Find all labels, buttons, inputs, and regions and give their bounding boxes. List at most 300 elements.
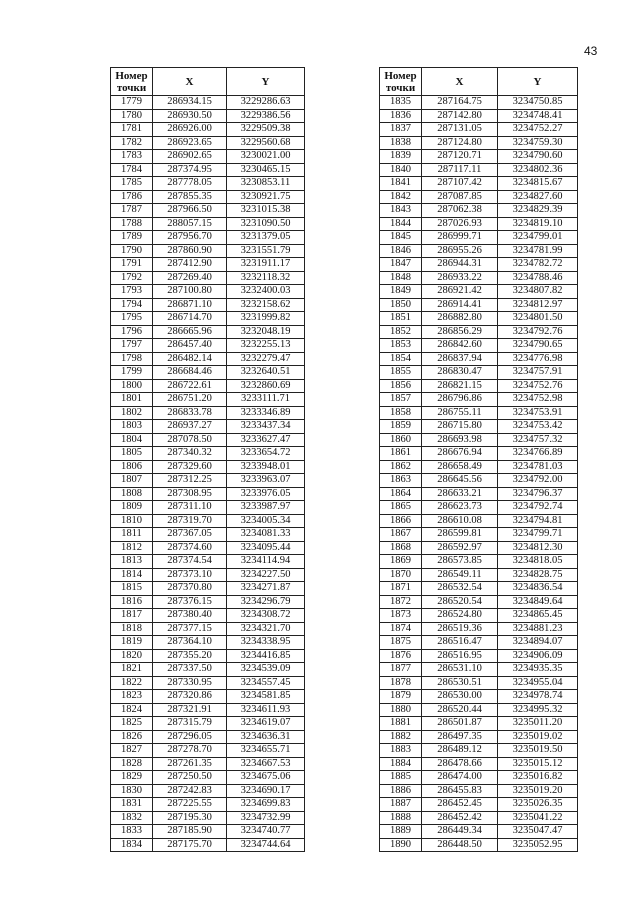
table-row [380,676,578,690]
y-coordinate-cell: 3235041.22 [498,811,578,825]
point-number-cell: 1859 [380,420,422,434]
table-row [111,487,305,501]
y-coordinate-cell: 3234699.83 [227,798,305,812]
x-coordinate-cell: 287117.11 [422,163,498,177]
x-coordinate-cell: 286871.10 [153,298,227,312]
point-number-cell: 1812 [111,541,153,555]
point-number-cell: 1831 [111,798,153,812]
y-coordinate-cell: 3234865.45 [498,609,578,623]
y-coordinate-cell: 3234416.85 [227,649,305,663]
x-coordinate-cell: 287269.40 [153,271,227,285]
x-coordinate-cell: 287062.38 [422,204,498,218]
point-number-cell: 1837 [380,123,422,137]
x-coordinate-cell: 287355.20 [153,649,227,663]
table-row [380,717,578,731]
x-coordinate-cell: 287124.80 [422,136,498,150]
y-coordinate-cell: 3233111.71 [227,393,305,407]
y-coordinate-cell: 3234581.85 [227,690,305,704]
table-row [380,582,578,596]
table-row [111,744,305,758]
point-number-cell: 1792 [111,271,153,285]
x-coordinate-cell: 287311.10 [153,501,227,515]
y-coordinate-cell: 3234752.76 [498,379,578,393]
x-coordinate-cell: 286837.94 [422,352,498,366]
point-number-cell: 1882 [380,730,422,744]
y-coordinate-cell: 3234308.72 [227,609,305,623]
table-row [380,555,578,569]
y-coordinate-cell: 3234005.34 [227,514,305,528]
y-coordinate-cell: 3234271.87 [227,582,305,596]
header-y: Y [498,68,578,96]
point-number-cell: 1790 [111,244,153,258]
point-number-cell: 1806 [111,460,153,474]
point-number-cell: 1813 [111,555,153,569]
x-coordinate-cell: 286796.86 [422,393,498,407]
table-row [111,447,305,461]
y-coordinate-cell: 3234776.98 [498,352,578,366]
point-number-cell: 1844 [380,217,422,231]
table-row [111,514,305,528]
table-header-row [111,68,305,96]
table-row [111,595,305,609]
x-coordinate-cell: 287242.83 [153,784,227,798]
point-number-cell: 1803 [111,420,153,434]
table-row [111,717,305,731]
y-coordinate-cell: 3234757.91 [498,366,578,380]
table-header-row [380,68,578,96]
table-row [380,730,578,744]
point-number-cell: 1801 [111,393,153,407]
x-coordinate-cell: 287164.75 [422,96,498,110]
x-coordinate-cell: 286930.50 [153,109,227,123]
point-number-cell: 1888 [380,811,422,825]
table-row [111,339,305,353]
y-coordinate-cell: 3235052.95 [498,838,578,852]
y-coordinate-cell: 3234757.32 [498,433,578,447]
point-number-cell: 1875 [380,636,422,650]
y-coordinate-cell: 3234802.36 [498,163,578,177]
y-coordinate-cell: 3234812.97 [498,298,578,312]
y-coordinate-cell: 3234753.91 [498,406,578,420]
table-row [111,433,305,447]
x-coordinate-cell: 286516.47 [422,636,498,650]
table-row [380,258,578,272]
table-row [111,757,305,771]
y-coordinate-cell: 3229386.56 [227,109,305,123]
y-coordinate-cell: 3234740.77 [227,825,305,839]
point-number-cell: 1847 [380,258,422,272]
table-row [380,312,578,326]
point-number-cell: 1834 [111,838,153,852]
y-coordinate-cell: 3234338.95 [227,636,305,650]
y-coordinate-cell: 3234752.27 [498,123,578,137]
x-coordinate-cell: 287374.54 [153,555,227,569]
x-coordinate-cell: 287373.10 [153,568,227,582]
point-number-cell: 1782 [111,136,153,150]
table-row [111,501,305,515]
y-coordinate-cell: 3233627.47 [227,433,305,447]
table-row [380,393,578,407]
table-row [380,663,578,677]
y-coordinate-cell: 3234750.85 [498,96,578,110]
y-coordinate-cell: 3233346.89 [227,406,305,420]
x-coordinate-cell: 287319.70 [153,514,227,528]
x-coordinate-cell: 286573.85 [422,555,498,569]
table-row [111,163,305,177]
y-coordinate-cell: 3233948.01 [227,460,305,474]
point-number-cell: 1881 [380,717,422,731]
y-coordinate-cell: 3234539.09 [227,663,305,677]
table-row [380,217,578,231]
x-coordinate-cell: 287225.55 [153,798,227,812]
point-number-cell: 1871 [380,582,422,596]
x-coordinate-cell: 286923.65 [153,136,227,150]
y-coordinate-cell: 3234836.54 [498,582,578,596]
table-row [111,730,305,744]
x-coordinate-cell: 286921.42 [422,285,498,299]
x-coordinate-cell: 286684.46 [153,366,227,380]
point-number-cell: 1814 [111,568,153,582]
y-coordinate-cell: 3234227.50 [227,568,305,582]
point-number-cell: 1826 [111,730,153,744]
y-coordinate-cell: 3232158.62 [227,298,305,312]
table-row [111,406,305,420]
y-coordinate-cell: 3234675.06 [227,771,305,785]
y-coordinate-cell: 3234799.01 [498,231,578,245]
x-coordinate-cell: 288057.15 [153,217,227,231]
table-row [111,379,305,393]
point-number-cell: 1822 [111,676,153,690]
table-row [111,352,305,366]
point-number-cell: 1887 [380,798,422,812]
y-coordinate-cell: 3235019.20 [498,784,578,798]
y-coordinate-cell: 3234978.74 [498,690,578,704]
x-coordinate-cell: 286676.94 [422,447,498,461]
x-coordinate-cell: 287374.95 [153,163,227,177]
table-row [111,690,305,704]
point-number-cell: 1851 [380,312,422,326]
y-coordinate-cell: 3234781.03 [498,460,578,474]
x-coordinate-cell: 286856.29 [422,325,498,339]
point-number-cell: 1828 [111,757,153,771]
y-coordinate-cell: 3234744.64 [227,838,305,852]
x-coordinate-cell: 286449.34 [422,825,498,839]
y-coordinate-cell: 3232400.03 [227,285,305,299]
y-coordinate-cell: 3234781.99 [498,244,578,258]
point-number-cell: 1862 [380,460,422,474]
table-row [111,231,305,245]
point-number-cell: 1809 [111,501,153,515]
header-y: Y [227,68,305,96]
y-coordinate-cell: 3234792.00 [498,474,578,488]
table-row [111,109,305,123]
table-row [380,690,578,704]
y-coordinate-cell: 3231379.05 [227,231,305,245]
table-row [111,285,305,299]
table-row [111,582,305,596]
point-number-cell: 1820 [111,649,153,663]
table-row [111,420,305,434]
x-coordinate-cell: 287337.50 [153,663,227,677]
point-number-cell: 1787 [111,204,153,218]
table-row [111,555,305,569]
table-row [380,474,578,488]
table-row [380,285,578,299]
x-coordinate-cell: 286751.20 [153,393,227,407]
y-coordinate-cell: 3230465.15 [227,163,305,177]
table-row [380,204,578,218]
y-coordinate-cell: 3234095.44 [227,541,305,555]
y-coordinate-cell: 3234801.50 [498,312,578,326]
point-number-cell: 1788 [111,217,153,231]
y-coordinate-cell: 3234655.71 [227,744,305,758]
table-row [111,798,305,812]
y-coordinate-cell: 3234829.39 [498,204,578,218]
table-row [111,298,305,312]
table-row [380,298,578,312]
y-coordinate-cell: 3232279.47 [227,352,305,366]
x-coordinate-cell: 287195.30 [153,811,227,825]
point-number-cell: 1869 [380,555,422,569]
table-row [380,838,578,852]
x-coordinate-cell: 287412.90 [153,258,227,272]
x-coordinate-cell: 286599.81 [422,528,498,542]
point-number-cell: 1852 [380,325,422,339]
table-row [380,622,578,636]
x-coordinate-cell: 286474.00 [422,771,498,785]
point-number-cell: 1796 [111,325,153,339]
point-number-cell: 1890 [380,838,422,852]
table-row [111,636,305,650]
x-coordinate-cell: 286452.42 [422,811,498,825]
x-coordinate-cell: 287364.10 [153,636,227,650]
point-number-cell: 1816 [111,595,153,609]
table-row [380,447,578,461]
table-row [380,568,578,582]
point-number-cell: 1798 [111,352,153,366]
y-coordinate-cell: 3234752.98 [498,393,578,407]
x-coordinate-cell: 287278.70 [153,744,227,758]
point-number-cell: 1832 [111,811,153,825]
y-coordinate-cell: 3230021.00 [227,150,305,164]
table-row [380,366,578,380]
x-coordinate-cell: 286934.15 [153,96,227,110]
table-row [380,150,578,164]
point-number-cell: 1877 [380,663,422,677]
y-coordinate-cell: 3234807.82 [498,285,578,299]
y-coordinate-cell: 3234796.37 [498,487,578,501]
table-row [380,771,578,785]
point-number-cell: 1883 [380,744,422,758]
y-coordinate-cell: 3234732.99 [227,811,305,825]
table-row [380,352,578,366]
point-number-cell: 1823 [111,690,153,704]
table-row [380,163,578,177]
y-coordinate-cell: 3234906.09 [498,649,578,663]
y-coordinate-cell: 3234766.89 [498,447,578,461]
point-number-cell: 1800 [111,379,153,393]
x-coordinate-cell: 286882.80 [422,312,498,326]
point-number-cell: 1830 [111,784,153,798]
point-number-cell: 1866 [380,514,422,528]
point-number-cell: 1850 [380,298,422,312]
point-number-cell: 1868 [380,541,422,555]
point-number-cell: 1845 [380,231,422,245]
point-number-cell: 1819 [111,636,153,650]
x-coordinate-cell: 287131.05 [422,123,498,137]
x-coordinate-cell: 287296.05 [153,730,227,744]
x-coordinate-cell: 286715.80 [422,420,498,434]
x-coordinate-cell: 286658.49 [422,460,498,474]
y-coordinate-cell: 3234114.94 [227,555,305,569]
table-row [111,703,305,717]
point-number-cell: 1886 [380,784,422,798]
table-row [380,406,578,420]
point-number-cell: 1853 [380,339,422,353]
table-row [111,258,305,272]
y-coordinate-cell: 3234081.33 [227,528,305,542]
y-coordinate-cell: 3235026.35 [498,798,578,812]
point-number-cell: 1827 [111,744,153,758]
x-coordinate-cell: 286530.51 [422,676,498,690]
x-coordinate-cell: 287321.91 [153,703,227,717]
point-number-cell: 1840 [380,163,422,177]
point-number-cell: 1884 [380,757,422,771]
point-number-cell: 1876 [380,649,422,663]
point-number-cell: 1835 [380,96,422,110]
coordinates-table-right [379,67,578,852]
y-coordinate-cell: 3231911.17 [227,258,305,272]
x-coordinate-cell: 286520.54 [422,595,498,609]
x-coordinate-cell: 286623.73 [422,501,498,515]
y-coordinate-cell: 3234636.31 [227,730,305,744]
table-row [380,744,578,758]
point-number-cell: 1843 [380,204,422,218]
x-coordinate-cell: 287315.79 [153,717,227,731]
table-row [111,649,305,663]
x-coordinate-cell: 287370.80 [153,582,227,596]
y-coordinate-cell: 3233976.05 [227,487,305,501]
x-coordinate-cell: 287175.70 [153,838,227,852]
x-coordinate-cell: 286830.47 [422,366,498,380]
x-coordinate-cell: 286902.65 [153,150,227,164]
header-x: X [422,68,498,96]
table-row [380,609,578,623]
x-coordinate-cell: 286842.60 [422,339,498,353]
table-row [380,123,578,137]
point-number-cell: 1808 [111,487,153,501]
x-coordinate-cell: 287261.35 [153,757,227,771]
point-number-cell: 1791 [111,258,153,272]
y-coordinate-cell: 3234819.10 [498,217,578,231]
table-row [111,217,305,231]
x-coordinate-cell: 287377.15 [153,622,227,636]
y-coordinate-cell: 3234828.75 [498,568,578,582]
point-number-cell: 1863 [380,474,422,488]
x-coordinate-cell: 287855.35 [153,190,227,204]
y-coordinate-cell: 3234788.46 [498,271,578,285]
table-row [380,379,578,393]
x-coordinate-cell: 286665.96 [153,325,227,339]
table-row [380,636,578,650]
x-coordinate-cell: 286516.95 [422,649,498,663]
table-row [380,514,578,528]
y-coordinate-cell: 3232640.51 [227,366,305,380]
y-coordinate-cell: 3235047.47 [498,825,578,839]
header-point-number: Номер точки [380,68,422,96]
point-number-cell: 1880 [380,703,422,717]
table-row [111,771,305,785]
x-coordinate-cell: 286549.11 [422,568,498,582]
x-coordinate-cell: 287956.70 [153,231,227,245]
table-row [380,136,578,150]
x-coordinate-cell: 286489.12 [422,744,498,758]
table-row [111,474,305,488]
point-number-cell: 1779 [111,96,153,110]
point-number-cell: 1856 [380,379,422,393]
x-coordinate-cell: 286501.87 [422,717,498,731]
x-coordinate-cell: 286457.40 [153,339,227,353]
x-coordinate-cell: 286937.27 [153,420,227,434]
table-row [111,609,305,623]
point-number-cell: 1804 [111,433,153,447]
table-row [111,825,305,839]
x-coordinate-cell: 286645.56 [422,474,498,488]
y-coordinate-cell: 3234296.79 [227,595,305,609]
y-coordinate-cell: 3233437.34 [227,420,305,434]
y-coordinate-cell: 3235016.82 [498,771,578,785]
x-coordinate-cell: 286693.98 [422,433,498,447]
table-row [111,312,305,326]
point-number-cell: 1857 [380,393,422,407]
point-number-cell: 1794 [111,298,153,312]
y-coordinate-cell: 3233654.72 [227,447,305,461]
y-coordinate-cell: 3231551.79 [227,244,305,258]
point-number-cell: 1821 [111,663,153,677]
table-row [111,136,305,150]
x-coordinate-cell: 286955.26 [422,244,498,258]
table-row [111,568,305,582]
table-row [380,325,578,339]
x-coordinate-cell: 287107.42 [422,177,498,191]
y-coordinate-cell: 3232255.13 [227,339,305,353]
y-coordinate-cell: 3229560.68 [227,136,305,150]
point-number-cell: 1885 [380,771,422,785]
table-row [380,420,578,434]
y-coordinate-cell: 3233987.97 [227,501,305,515]
table-row [111,271,305,285]
table-row [111,676,305,690]
table-row [111,244,305,258]
x-coordinate-cell: 286592.97 [422,541,498,555]
x-coordinate-cell: 287026.93 [422,217,498,231]
x-coordinate-cell: 286482.14 [153,352,227,366]
x-coordinate-cell: 286455.83 [422,784,498,798]
point-number-cell: 1786 [111,190,153,204]
x-coordinate-cell: 286452.45 [422,798,498,812]
y-coordinate-cell: 3234690.17 [227,784,305,798]
page-number: 43 [584,44,598,58]
x-coordinate-cell: 287374.60 [153,541,227,555]
y-coordinate-cell: 3234782.72 [498,258,578,272]
x-coordinate-cell: 286722.61 [153,379,227,393]
x-coordinate-cell: 287078.50 [153,433,227,447]
point-number-cell: 1817 [111,609,153,623]
point-number-cell: 1838 [380,136,422,150]
table-row [380,433,578,447]
x-coordinate-cell: 286532.54 [422,582,498,596]
table-row [380,798,578,812]
